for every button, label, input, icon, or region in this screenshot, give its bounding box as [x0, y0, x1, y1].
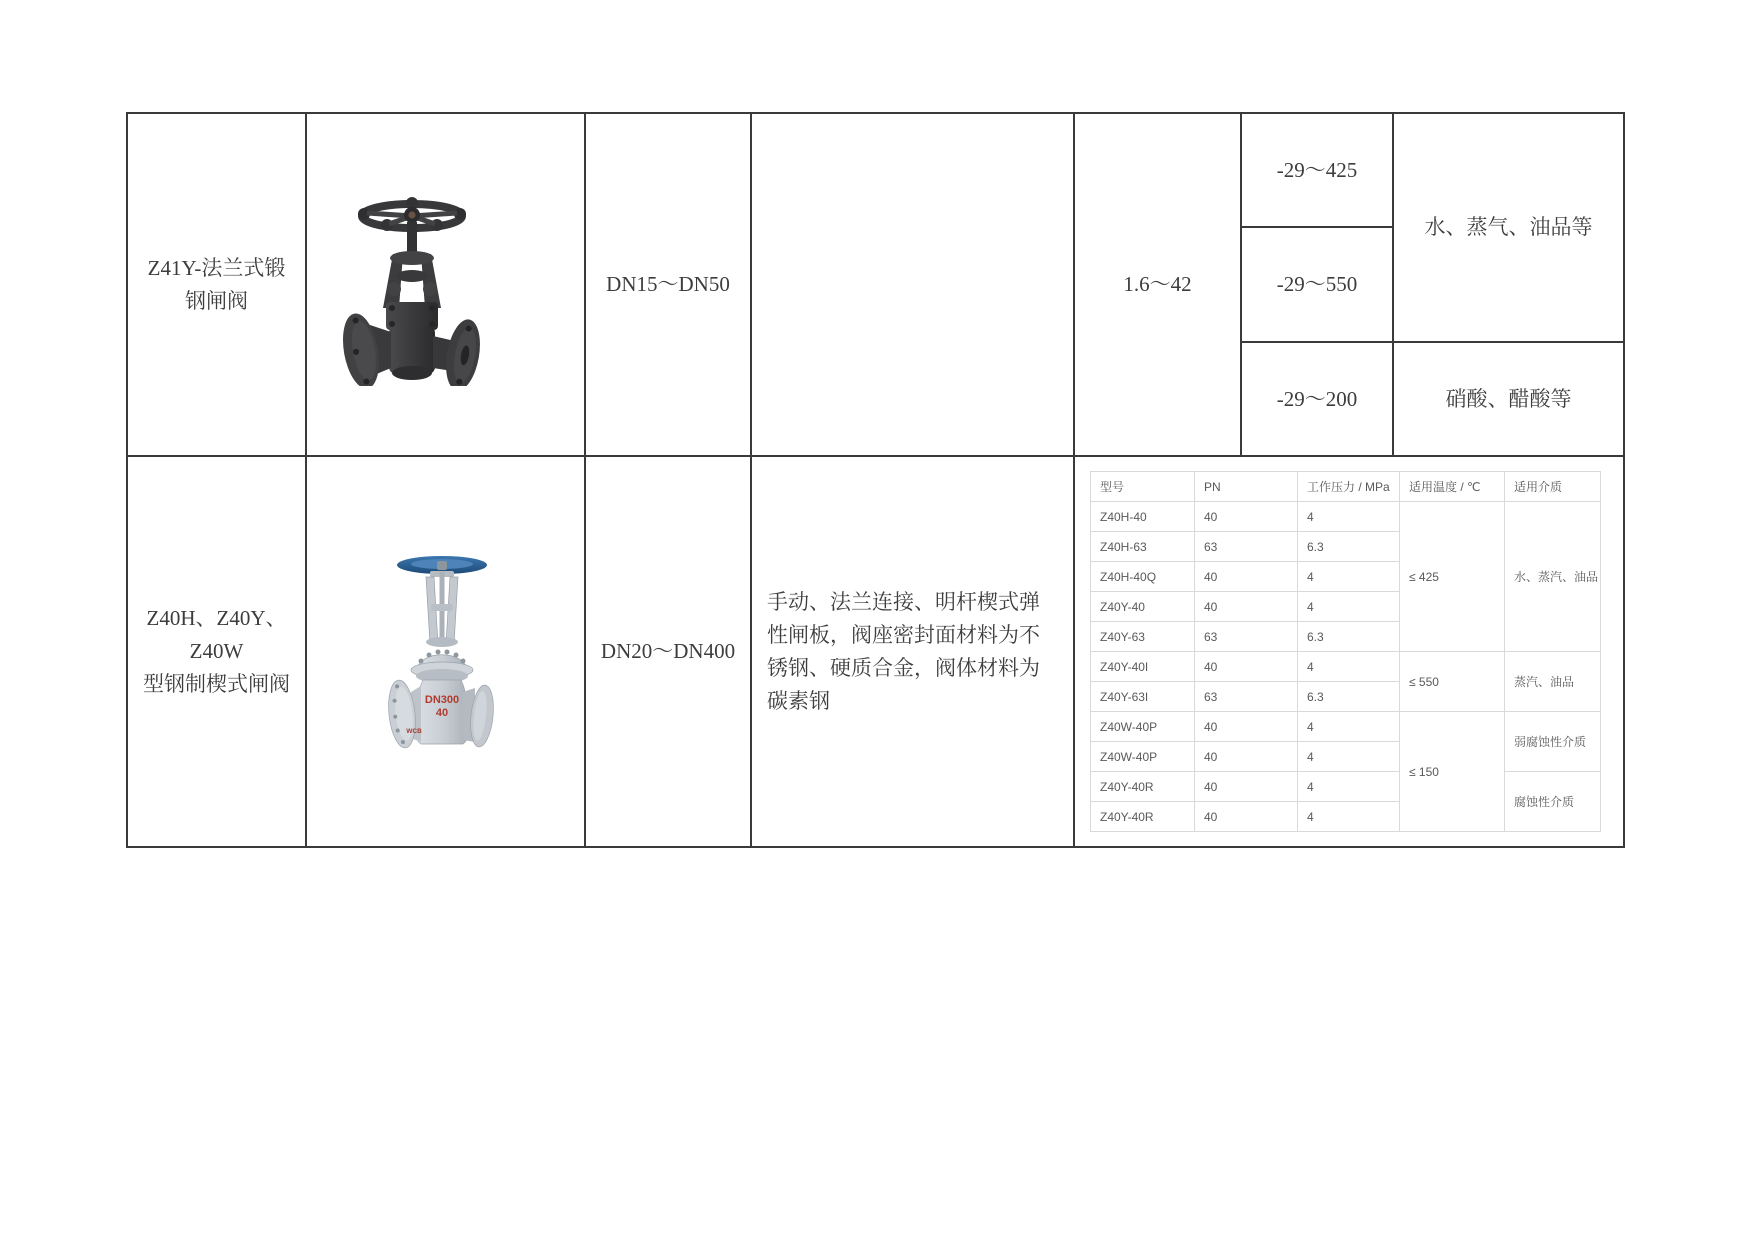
size-range-cell: DN20～DN400 — [585, 456, 751, 847]
spec-pressure: 4 — [1298, 802, 1400, 832]
media-cell: 水、蒸气、油品等 — [1393, 113, 1624, 342]
spec-pressure: 4 — [1298, 652, 1400, 682]
spec-pn: 63 — [1195, 532, 1298, 562]
product-name-line: 型钢制楔式闸阀 — [143, 672, 290, 696]
product-name-line: Z41Y-法兰式锻 — [147, 255, 286, 280]
pressure-range-cell: 1.6～42 — [1074, 113, 1241, 456]
spec-pressure: 6.3 — [1298, 532, 1400, 562]
spec-model: Z40W-40P — [1091, 712, 1195, 742]
product-name-line: 钢闸阀 — [185, 288, 248, 313]
valve-pn-mark: 40 — [435, 706, 448, 719]
spec-model: Z40Y-40 — [1091, 592, 1195, 622]
product-row-z41y — [127, 113, 1624, 227]
spec-pn: 40 — [1195, 502, 1298, 532]
spec-header-temperature: 适用温度 / ℃ — [1400, 472, 1505, 502]
product-name-line: Z40H、Z40Y、Z40W — [146, 606, 287, 663]
spec-header-row — [1091, 472, 1601, 502]
spec-temperature-group: ≤ 150 — [1400, 712, 1505, 832]
spec-header-model: 型号 — [1091, 472, 1195, 502]
spec-model: Z40Y-40R — [1091, 772, 1195, 802]
media-cell: 硝酸、醋酸等 — [1393, 342, 1624, 456]
product-spec-table — [126, 112, 1625, 848]
spec-pressure: 4 — [1298, 742, 1400, 772]
spec-pressure: 6.3 — [1298, 682, 1400, 712]
spec-media-group: 弱腐蚀性介质 — [1505, 712, 1601, 772]
spec-header-pn: PN — [1195, 472, 1298, 502]
spec-media-group: 水、蒸汽、油品 — [1505, 502, 1601, 652]
temperature-cell: -29～425 — [1241, 113, 1393, 227]
valve-size-mark: DN300 — [424, 693, 459, 706]
spec-temperature-group: ≤ 425 — [1400, 502, 1505, 652]
spec-media-group: 蒸汽、油品 — [1505, 652, 1601, 712]
wedge-gate-valve-image — [387, 552, 497, 762]
spec-row — [1091, 652, 1601, 682]
temperature-cell: -29～200 — [1241, 342, 1393, 456]
embedded-spec-table — [1090, 471, 1601, 832]
spec-pn: 40 — [1195, 772, 1298, 802]
spec-model: Z40Y-40R — [1091, 802, 1195, 832]
product-name-cell — [127, 456, 306, 847]
spec-pressure: 4 — [1298, 592, 1400, 622]
spec-pn: 40 — [1195, 712, 1298, 742]
spec-pressure: 4 — [1298, 712, 1400, 742]
forged-gate-valve-image — [337, 196, 487, 386]
embedded-spec-cell — [1074, 456, 1624, 847]
spec-model: Z40H-40Q — [1091, 562, 1195, 592]
spec-pressure: 4 — [1298, 562, 1400, 592]
spec-model: Z40Y-63 — [1091, 622, 1195, 652]
spec-media-group: 腐蚀性介质 — [1505, 772, 1601, 832]
spec-pressure: 4 — [1298, 772, 1400, 802]
spec-row — [1091, 712, 1601, 742]
size-range-cell: DN15～DN50 — [585, 113, 751, 456]
spec-pressure: 4 — [1298, 502, 1400, 532]
valve-material-mark: WCB — [405, 727, 422, 735]
product-name-cell — [127, 113, 306, 456]
spec-pn: 63 — [1195, 682, 1298, 712]
spec-header-media: 适用介质 — [1505, 472, 1601, 502]
spec-model: Z40Y-63I — [1091, 682, 1195, 712]
spec-pn: 40 — [1195, 592, 1298, 622]
temperature-cell: -29～550 — [1241, 227, 1393, 342]
spec-pn: 40 — [1195, 562, 1298, 592]
spec-pn: 40 — [1195, 652, 1298, 682]
product-row-z40 — [127, 456, 1624, 847]
spec-model: Z40W-40P — [1091, 742, 1195, 772]
description-cell: 手动、法兰连接、明杆楔式弹性闸板，阀座密封面材料为不锈钢、硬质合金，阀体材料为碳素钢 — [751, 456, 1074, 847]
spec-temperature-group: ≤ 550 — [1400, 652, 1505, 712]
spec-pressure: 6.3 — [1298, 622, 1400, 652]
spec-row — [1091, 772, 1601, 802]
spec-pn: 40 — [1195, 742, 1298, 772]
spec-model: Z40H-40 — [1091, 502, 1195, 532]
product-image-cell — [306, 456, 585, 847]
spec-pn: 40 — [1195, 802, 1298, 832]
spec-pn: 63 — [1195, 622, 1298, 652]
description-cell — [751, 113, 1074, 456]
product-image-cell — [306, 113, 585, 456]
spec-model: Z40H-63 — [1091, 532, 1195, 562]
spec-row — [1091, 502, 1601, 532]
spec-header-pressure: 工作压力 / MPa — [1298, 472, 1400, 502]
spec-model: Z40Y-40I — [1091, 652, 1195, 682]
